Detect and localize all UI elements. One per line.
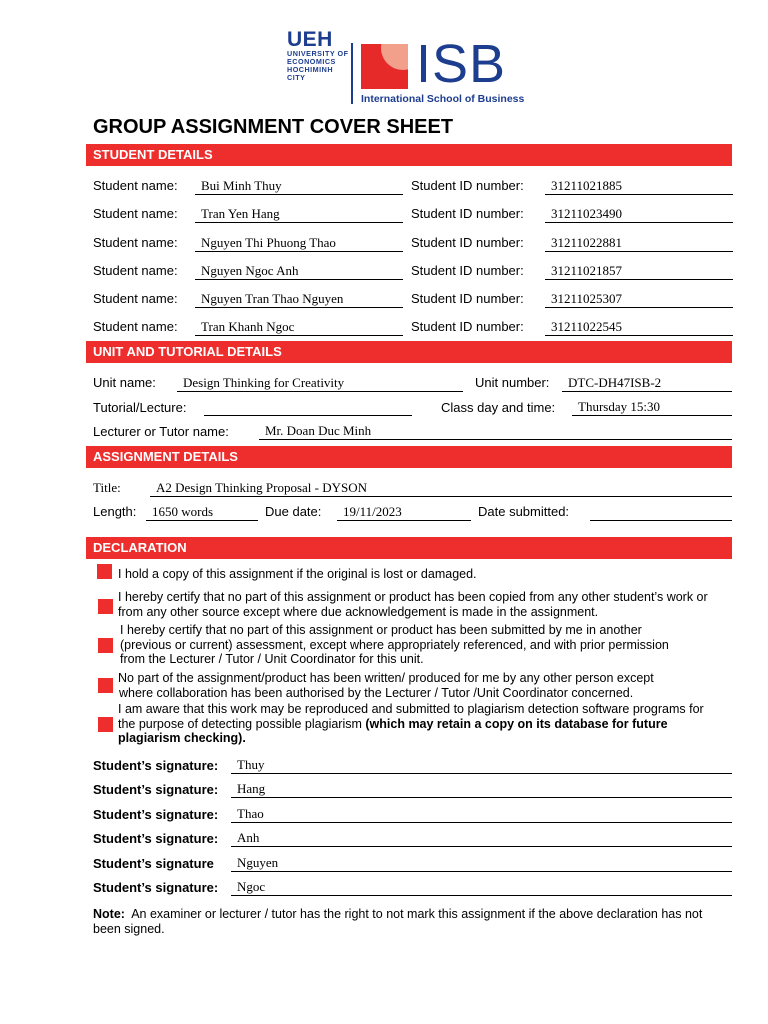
student-id-label: Student ID number:: [411, 206, 524, 221]
lecturer-field[interactable]: Mr. Doan Duc Minh: [259, 422, 732, 440]
signature-label: Student’s signature:: [93, 758, 219, 773]
signature-field-6[interactable]: Ngoc: [231, 878, 732, 896]
declaration-text-5: I am aware that this work may be reproduced and submitted to plagiarism detection software programs for the purpose of detecting possible plagiarism (which may retain a copy on its database for future plagiarism checking).: [118, 702, 704, 745]
page-title: GROUP ASSIGNMENT COVER SHEET: [93, 116, 454, 138]
student-id-6[interactable]: 31211022545: [545, 318, 733, 336]
unit-name-field[interactable]: Design Thinking for Creativity: [177, 374, 463, 392]
student-name-5[interactable]: Nguyen Tran Thao Nguyen: [195, 290, 403, 308]
student-name-label: Student name:: [93, 291, 178, 306]
footer-note: [93, 907, 733, 936]
student-id-4[interactable]: 31211021857: [545, 262, 733, 280]
length-field[interactable]: 1650 words: [146, 503, 258, 521]
class-day-field[interactable]: Thursday 15:30: [572, 398, 732, 416]
unit-number-label: Unit number:: [475, 375, 550, 390]
student-name-label: Student name:: [93, 319, 178, 334]
declaration-text-2: I hereby certify that no part of this assignment or product has been copied from any other student’s work or from any other source except where due acknowledgement is made in the assignment.: [118, 590, 708, 619]
note-text: An examiner or lecturer / tutor has the right to not mark this assignment if the above declaration has not been signed.: [93, 907, 703, 936]
student-name-label: Student name:: [93, 178, 178, 193]
isb-logo-subtitle: International School of Business: [361, 93, 525, 105]
declaration-text-4: No part of the assignment/product has been written/ produced for me by any other person except where collaboration has been authorised by the Lecturer / Tutor /Unit Coordinator concerned.: [118, 671, 654, 700]
declaration-checkbox-5[interactable]: [98, 717, 113, 732]
tutorial-label: Tutorial/Lecture:: [93, 400, 187, 415]
declaration-text-1: I hold a copy of this assignment if the original is lost or damaged.: [118, 567, 477, 581]
student-id-label: Student ID number:: [411, 319, 524, 334]
unit-details-header: UNIT AND TUTORIAL DETAILS: [86, 341, 732, 363]
declaration-text-3: I hereby certify that no part of this assignment or product has been submitted by me in another (previous or current) assessment, except where appropriately referenced, and with prior permission from the Lecturer / Tutor / Unit Coordinator for this unit.: [120, 623, 669, 666]
signature-field-2[interactable]: Hang: [231, 780, 732, 798]
due-date-field[interactable]: 19/11/2023: [337, 503, 471, 521]
declaration-checkbox-3[interactable]: [98, 638, 113, 653]
student-name-6[interactable]: Tran Khanh Ngoc: [195, 318, 403, 336]
ueh-logo-line1: UNIVERSITY OF: [287, 49, 349, 58]
title-label: Title:: [93, 480, 121, 495]
student-id-label: Student ID number:: [411, 291, 524, 306]
signature-field-3[interactable]: Thao: [231, 805, 732, 823]
isb-logo-text: ISB: [416, 34, 507, 94]
lecturer-label: Lecturer or Tutor name:: [93, 424, 229, 439]
student-name-1[interactable]: Bui Minh Thuy: [195, 177, 403, 195]
signature-field-5[interactable]: Nguyen: [231, 854, 732, 872]
due-date-label: Due date:: [265, 504, 322, 519]
tutorial-field[interactable]: [204, 398, 412, 416]
signature-label: Student’s signature:: [93, 880, 219, 895]
student-id-2[interactable]: 31211023490: [545, 205, 733, 223]
length-label: Length:: [93, 504, 137, 519]
isb-logo-mark: [361, 44, 408, 89]
student-id-1[interactable]: 31211021885: [545, 177, 733, 195]
student-name-2[interactable]: Tran Yen Hang: [195, 205, 403, 223]
student-name-label: Student name:: [93, 263, 178, 278]
note-label: Note:: [93, 907, 125, 921]
student-name-4[interactable]: Nguyen Ngoc Anh: [195, 262, 403, 280]
ueh-logo-line2: ECONOMICS: [287, 57, 336, 66]
declaration-checkbox-1[interactable]: [97, 564, 112, 579]
signature-label: Student’s signature:: [93, 807, 219, 822]
declaration-header: DECLARATION: [86, 537, 732, 559]
signature-label: Student’s signature:: [93, 782, 219, 797]
assignment-title-field[interactable]: A2 Design Thinking Proposal - DYSON: [150, 479, 732, 497]
signature-field-4[interactable]: Anh: [231, 829, 732, 847]
student-name-label: Student name:: [93, 206, 178, 221]
ueh-logo-line3: HOCHIMINH CITY: [287, 65, 334, 82]
class-day-label: Class day and time:: [441, 400, 556, 415]
date-submitted-field[interactable]: [590, 503, 732, 521]
ueh-logo-text: UEH: [287, 28, 333, 51]
signature-label: Student’s signature:: [93, 831, 219, 846]
signature-field-1[interactable]: Thuy: [231, 756, 732, 774]
student-id-label: Student ID number:: [411, 263, 524, 278]
student-id-label: Student ID number:: [411, 235, 524, 250]
date-submitted-label: Date submitted:: [478, 504, 570, 519]
declaration-checkbox-2[interactable]: [98, 599, 113, 614]
student-name-label: Student name:: [93, 235, 178, 250]
assignment-details-header: ASSIGNMENT DETAILS: [86, 446, 732, 468]
student-name-3[interactable]: Nguyen Thi Phuong Thao: [195, 234, 403, 252]
signature-label: Student’s signature: [93, 856, 214, 871]
student-id-5[interactable]: 31211025307: [545, 290, 733, 308]
student-details-header: STUDENT DETAILS: [86, 144, 732, 166]
logo-divider: [351, 43, 353, 104]
student-id-3[interactable]: 31211022881: [545, 234, 733, 252]
unit-number-field[interactable]: DTC-DH47ISB-2: [562, 374, 732, 392]
declaration-checkbox-4[interactable]: [98, 678, 113, 693]
ueh-logo: [287, 30, 351, 82]
unit-name-label: Unit name:: [93, 375, 156, 390]
student-id-label: Student ID number:: [411, 178, 524, 193]
